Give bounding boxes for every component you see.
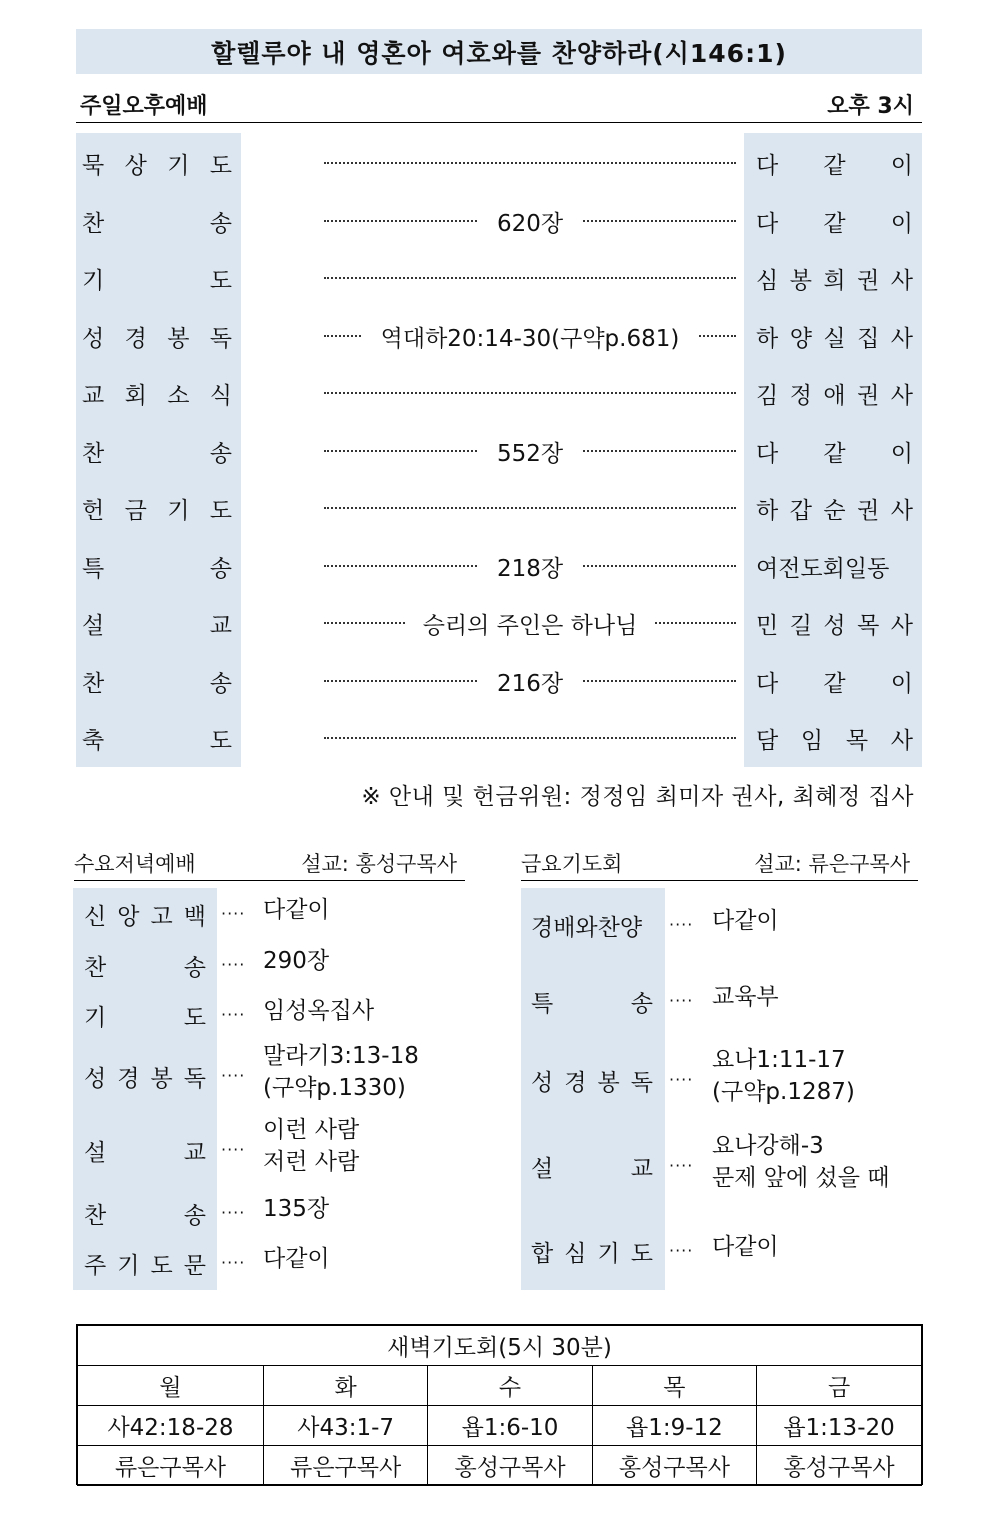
- label-char: 찬: [84, 1203, 107, 1229]
- dotted-leader: [324, 277, 736, 279]
- leader-char: 목: [845, 728, 869, 754]
- order-item-label: [84, 1197, 206, 1230]
- leader-char: 김: [756, 383, 779, 409]
- order-item-leader: [756, 722, 913, 755]
- value-line: 교육부: [712, 984, 779, 1010]
- order-item-leader: [756, 147, 913, 180]
- leader-char: 봉: [789, 268, 812, 294]
- label-char: 기: [84, 1005, 107, 1031]
- order-item-value: [712, 1044, 855, 1108]
- leader-char: 사: [890, 613, 913, 639]
- order-item-detail: [324, 665, 736, 698]
- dawn-passage: 사42:18-28: [78, 1406, 264, 1446]
- leader-char: 집: [857, 325, 880, 352]
- leader-char: 같: [823, 440, 846, 467]
- label-char: 고: [150, 904, 173, 930]
- leader-char: 길: [789, 613, 812, 639]
- leader-char: 사: [890, 383, 913, 409]
- order-item-label: [84, 999, 206, 1032]
- order-item-label: [84, 1060, 206, 1093]
- order-item-leader: [756, 607, 913, 640]
- label-char: 송: [209, 440, 232, 467]
- label-char: 송: [630, 991, 653, 1017]
- dotted-leader: ····: [221, 1005, 246, 1024]
- order-item-detail: [324, 320, 736, 353]
- label-char: 성: [82, 325, 105, 352]
- label-char: 송: [209, 210, 232, 237]
- label-char: 기: [82, 268, 105, 294]
- value-line: 다같이: [712, 908, 779, 934]
- label-char: 송: [209, 670, 232, 697]
- dotted-leader: [324, 507, 736, 509]
- order-item-leader: [756, 205, 913, 238]
- label-char: 경: [564, 1070, 587, 1096]
- sunday-order-row: [76, 651, 922, 708]
- order-item-value: [263, 1193, 329, 1225]
- label-char: 교: [630, 1156, 653, 1182]
- friday-title: 금요기도회: [521, 852, 623, 876]
- order-item-value: [712, 905, 779, 937]
- leader-char: 이: [890, 153, 913, 179]
- leader-char: 같: [823, 210, 846, 237]
- order-item-detail: [324, 205, 736, 238]
- sunday-order-row: [76, 593, 922, 650]
- leader-char: 권: [857, 383, 880, 409]
- label-char: 경배와찬양: [531, 915, 643, 941]
- label-char: 합: [531, 1241, 554, 1267]
- label-char: 묵: [82, 153, 105, 179]
- value-line: (구약p.1287): [712, 1079, 855, 1105]
- order-item-detail: [324, 550, 736, 583]
- order-item-label: [531, 1064, 653, 1097]
- leader-char: 이: [890, 440, 913, 467]
- label-char: 도: [150, 1253, 173, 1279]
- value-line: 말라기3:13-18: [263, 1043, 419, 1069]
- dotted-leader: ····: [669, 1156, 694, 1175]
- leader-char: 이: [890, 210, 913, 237]
- sunday-order-row: [76, 306, 922, 363]
- detail-text: 552장: [479, 441, 581, 467]
- order-item-label: [531, 909, 653, 942]
- label-char: 소: [167, 383, 190, 409]
- dotted-leader: [324, 392, 736, 394]
- dawn-day: 화: [263, 1366, 427, 1406]
- order-item-detail: [324, 435, 736, 468]
- dawn-day: 금: [757, 1366, 922, 1406]
- wednesday-header: [74, 846, 465, 881]
- order-item-leader: [756, 665, 913, 698]
- label-char: 송: [209, 555, 232, 582]
- label-char: 성: [84, 1066, 107, 1092]
- dawn-passage: 욥1:9-12: [592, 1406, 756, 1446]
- leader-char: 희: [823, 268, 846, 294]
- detail-text: 216장: [479, 671, 581, 697]
- sunday-order-row: [76, 421, 922, 478]
- detail-text: 역대하20:14-30(구약p.681): [363, 326, 698, 352]
- order-item-value: [263, 1243, 330, 1275]
- sunday-order-row: [76, 363, 922, 420]
- value-line: 요나강해-3: [712, 1133, 824, 1159]
- leader-char: 담: [756, 728, 779, 754]
- dotted-leader: [324, 737, 736, 739]
- sunday-order-row: [76, 248, 922, 305]
- label-char: 기: [117, 1253, 140, 1279]
- dawn-leader: 홍성구목사: [592, 1446, 756, 1486]
- order-item-label: [82, 722, 232, 752]
- order-item-label: [82, 665, 232, 695]
- order-item-value: [263, 945, 329, 977]
- value-line: 저런 사람: [263, 1149, 360, 1175]
- sunday-header: [76, 86, 922, 123]
- order-item-leader: [756, 262, 913, 295]
- label-char: 설: [84, 1140, 107, 1166]
- leader-char: 하: [756, 325, 779, 352]
- dotted-leader: ····: [221, 1066, 246, 1085]
- sunday-order-row: [76, 191, 922, 248]
- wednesday-title: 수요저녁예배: [74, 852, 196, 876]
- value-line: 다같이: [263, 897, 330, 923]
- order-item-value: [263, 995, 374, 1027]
- order-item-value: [263, 894, 330, 926]
- label-char: 금: [124, 498, 147, 524]
- sunday-order-row: [76, 478, 922, 535]
- leader-char: 다: [756, 670, 779, 697]
- label-char: 설: [531, 1156, 554, 1182]
- value-line: 다같이: [263, 1246, 330, 1272]
- dawn-title: 새벽기도회(5시 30분): [78, 1326, 922, 1366]
- order-item-label: [82, 435, 232, 465]
- dawn-leader: 류은구목사: [78, 1446, 264, 1486]
- label-char: 경: [124, 325, 147, 352]
- label-char: 봉: [597, 1070, 620, 1096]
- label-char: 특: [82, 555, 105, 582]
- dawn-prayer-table: [76, 1324, 923, 1485]
- order-item-label: [82, 492, 232, 522]
- leader-char: 성: [823, 613, 846, 639]
- order-item-label: [84, 949, 206, 982]
- order-item-label: [531, 1235, 653, 1268]
- label-char: 교: [209, 613, 232, 639]
- label-char: 찬: [82, 210, 105, 237]
- label-char: 식: [209, 383, 232, 409]
- order-item-leader: [756, 435, 913, 468]
- label-char: 기: [167, 153, 190, 179]
- value-line: 135장: [263, 1196, 330, 1222]
- friday-preacher: 설교: 류은구목사: [754, 852, 910, 876]
- leader-char: 실: [823, 325, 846, 352]
- label-char: 백: [183, 904, 206, 930]
- dawn-leader: 홍성구목사: [428, 1446, 592, 1486]
- value-line: 요나1:11-17: [712, 1047, 846, 1073]
- wednesday-preacher: 설교: 홍성구목사: [301, 852, 457, 876]
- label-char: 경: [117, 1066, 140, 1092]
- leader-char: 사: [890, 268, 913, 294]
- label-char: 도: [209, 498, 232, 524]
- leader-char: 여전도회일동: [756, 555, 890, 582]
- label-char: 신: [84, 904, 107, 930]
- order-item-leader: [756, 377, 913, 410]
- label-char: 찬: [82, 670, 105, 697]
- label-char: 설: [82, 613, 105, 639]
- value-line: (구약p.1330): [263, 1075, 406, 1101]
- label-char: 도: [630, 1241, 653, 1267]
- leader-char: 목: [857, 613, 880, 639]
- dotted-leader: ····: [221, 1203, 246, 1222]
- dawn-day: 수: [428, 1366, 592, 1406]
- leader-char: 심: [756, 268, 779, 294]
- order-item-label: [531, 985, 653, 1018]
- leader-char: 같: [823, 153, 846, 179]
- leader-char: 같: [823, 670, 846, 697]
- order-item-label: [82, 550, 232, 580]
- label-char: 기: [167, 498, 190, 524]
- label-char: 기: [597, 1241, 620, 1267]
- value-line: 이런 사람: [263, 1117, 360, 1143]
- dotted-leader: [324, 162, 736, 164]
- label-char: 교: [183, 1140, 206, 1166]
- order-item-value: [263, 1114, 359, 1178]
- label-char: 특: [531, 991, 554, 1017]
- leader-char: 정: [789, 383, 812, 409]
- usher-note: ※ 안내 및 헌금위원: 정정임 최미자 권사, 최혜정 집사: [361, 784, 914, 810]
- order-item-leader: [756, 492, 913, 525]
- label-char: 상: [124, 153, 147, 179]
- value-line: 다같이: [712, 1234, 779, 1260]
- leader-char: 순: [823, 498, 846, 524]
- value-line: 임성옥집사: [263, 998, 375, 1024]
- label-char: 봉: [167, 325, 190, 352]
- order-item-label: [82, 262, 232, 292]
- label-char: 성: [531, 1070, 554, 1096]
- leader-char: 애: [823, 383, 846, 409]
- leader-char: 다: [756, 210, 779, 237]
- leader-char: 다: [756, 153, 779, 179]
- page-banner: 할렐루야 내 영혼아 여호와를 찬양하라(시146:1): [76, 29, 922, 74]
- leader-char: 권: [857, 268, 880, 294]
- label-char: 심: [564, 1241, 587, 1267]
- order-item-label: [82, 205, 232, 235]
- label-char: 도: [183, 1005, 206, 1031]
- label-char: 헌: [82, 498, 105, 524]
- leader-char: 사: [890, 728, 913, 754]
- detail-text: 620장: [479, 211, 581, 237]
- order-item-label: [84, 1134, 206, 1167]
- label-char: 주: [84, 1253, 107, 1279]
- dotted-leader: ····: [669, 991, 694, 1010]
- value-line: 문제 앞에 섰을 때: [712, 1165, 890, 1191]
- dotted-leader: ····: [221, 1140, 246, 1159]
- dawn-passage: 욥1:6-10: [428, 1406, 592, 1446]
- label-char: 도: [209, 728, 232, 754]
- order-item-value: [712, 981, 779, 1013]
- leader-char: 사: [890, 498, 913, 524]
- order-item-label: [82, 377, 232, 407]
- dotted-leader: ····: [221, 904, 246, 923]
- label-char: 송: [183, 1203, 206, 1229]
- dawn-leader: 류은구목사: [263, 1446, 427, 1486]
- detail-text: 승리의 주인은 하나님: [405, 613, 656, 639]
- label-char: 교: [82, 383, 105, 409]
- leader-char: 이: [890, 670, 913, 697]
- label-char: 독: [183, 1066, 206, 1092]
- label-char: 독: [209, 325, 232, 352]
- label-char: 송: [183, 955, 206, 981]
- order-item-detail: [324, 607, 736, 640]
- order-item-value: [263, 1040, 419, 1104]
- order-item-label: [531, 1150, 653, 1183]
- dotted-leader: ····: [669, 915, 694, 934]
- dawn-day: 목: [592, 1366, 756, 1406]
- label-char: 축: [82, 728, 105, 754]
- order-item-label: [84, 1247, 206, 1280]
- dotted-leader: ····: [669, 1241, 694, 1260]
- label-char: 찬: [82, 440, 105, 467]
- leader-char: 임: [800, 728, 824, 754]
- order-item-label: [82, 147, 232, 177]
- sunday-title: 주일오후예배: [80, 93, 208, 119]
- dawn-day: 월: [78, 1366, 264, 1406]
- dawn-leader: 홍성구목사: [757, 1446, 922, 1486]
- dawn-passage: 욥1:13-20: [757, 1406, 922, 1446]
- label-char: 독: [630, 1070, 653, 1096]
- leader-char: 갑: [789, 498, 812, 524]
- label-char: 도: [209, 153, 232, 179]
- order-item-label: [82, 320, 232, 350]
- label-char: 찬: [84, 955, 107, 981]
- leader-char: 권: [857, 498, 880, 524]
- leader-char: 하: [756, 498, 779, 524]
- leader-char: 민: [756, 613, 779, 639]
- sunday-order-row: [76, 133, 922, 190]
- sunday-time: 오후 3시: [827, 93, 914, 119]
- dotted-leader: ····: [669, 1070, 694, 1089]
- label-char: 봉: [150, 1066, 173, 1092]
- label-char: 회: [124, 383, 147, 409]
- sunday-order-row: [76, 536, 922, 593]
- sunday-order-row: [76, 708, 922, 765]
- order-item-value: [712, 1231, 779, 1263]
- detail-text: 218장: [479, 556, 581, 582]
- label-char: 문: [183, 1253, 206, 1279]
- label-char: 도: [209, 268, 232, 294]
- dotted-leader: ····: [221, 955, 246, 974]
- value-line: 290장: [263, 948, 330, 974]
- order-item-leader: [756, 320, 913, 353]
- dotted-leader: ····: [221, 1253, 246, 1272]
- order-item-label: [84, 898, 206, 931]
- friday-header: [521, 846, 918, 881]
- order-item-leader: [756, 550, 913, 583]
- dawn-passage: 사43:1-7: [263, 1406, 427, 1446]
- leader-char: 다: [756, 440, 779, 467]
- label-char: 앙: [117, 904, 140, 930]
- leader-char: 양: [789, 325, 812, 352]
- order-item-label: [82, 607, 232, 637]
- leader-char: 사: [890, 325, 913, 352]
- order-item-value: [712, 1130, 889, 1194]
